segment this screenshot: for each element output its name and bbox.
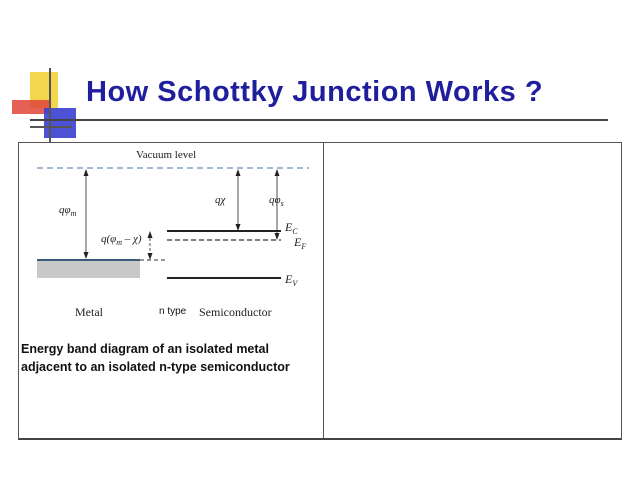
q-phi-m-arrowhead-top	[84, 169, 89, 176]
q-phi-s-arrowhead-bottom	[275, 233, 280, 240]
title-underline	[30, 119, 608, 121]
content-table	[18, 142, 622, 440]
n-type-label: n type	[159, 306, 187, 317]
metal-fermi-block	[37, 260, 140, 278]
diagram-caption: Energy band diagram of an isolated metal adjacent to an isolated n-type semiconductor	[21, 342, 290, 374]
metal-label: Metal	[75, 305, 103, 319]
barrier-label: $q(\varphi_m - \chi)$	[101, 233, 142, 247]
decor-vertical-line	[49, 68, 51, 142]
barrier-arrowhead-bottom	[148, 253, 153, 260]
ev-label: $E_V$	[285, 272, 298, 288]
q-chi-label: qχ	[215, 194, 226, 206]
ef-label: $E_F$	[294, 235, 307, 251]
q-phi-m-label: $q\varphi_m$	[59, 204, 77, 218]
slide-title: How Schottky Junction Works ?	[86, 76, 544, 108]
q-chi-arrowhead-bottom	[236, 224, 241, 231]
q-phi-m-arrowhead-bottom	[84, 252, 89, 259]
q-chi-arrowhead-top	[236, 169, 241, 176]
semiconductor-label: Semiconductor	[199, 305, 272, 319]
q-phi-s-arrowhead-top	[275, 169, 280, 176]
barrier-arrowhead-top	[148, 231, 153, 238]
ec-label: $E_C$	[285, 220, 298, 236]
energy-band-diagram	[19, 143, 319, 323]
right-cell	[324, 143, 621, 438]
decor-horizontal-line	[30, 126, 72, 128]
vacuum-level-label: Vacuum level	[136, 149, 197, 161]
q-phi-s-label: $q\varphi_s$	[269, 194, 284, 208]
left-cell	[19, 143, 323, 438]
